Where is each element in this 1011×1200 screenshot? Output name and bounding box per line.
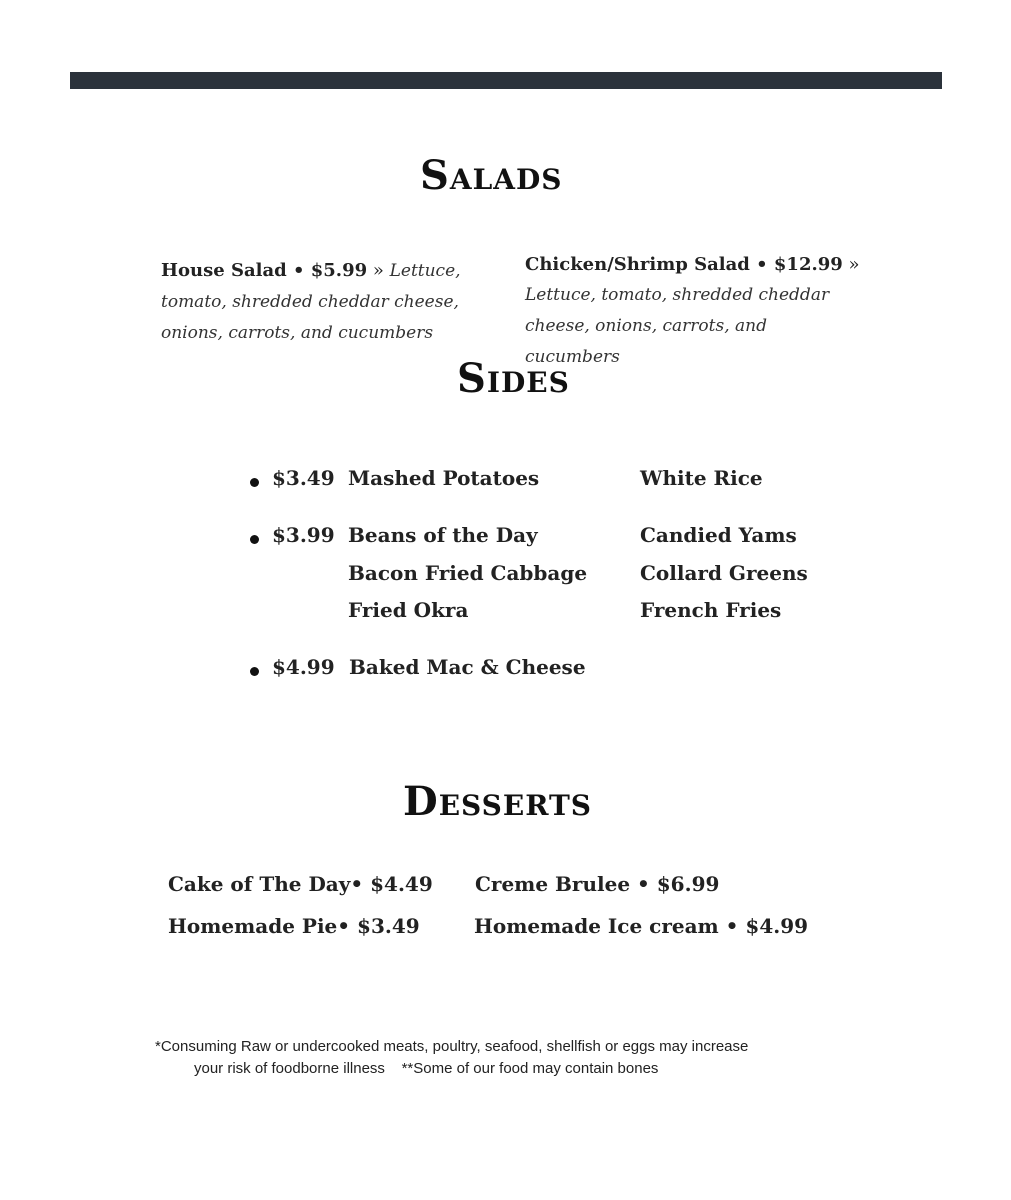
salad-desc-line: Lettuce, tomato, shredded cheddar: [525, 285, 830, 305]
side-item: Beans of the Day: [348, 523, 538, 547]
bullet-icon: [250, 535, 259, 544]
side-item: Candied Yams: [640, 523, 797, 547]
salad-name: Chicken/Shrimp Salad: [525, 254, 750, 275]
side-price: $3.49: [272, 466, 335, 490]
salads-heading: Salads: [420, 152, 563, 199]
dessert-item: Creme Brulee • $6.99: [475, 872, 720, 896]
bullet-icon: [250, 478, 259, 487]
side-item: White Rice: [640, 466, 763, 490]
side-price: $3.99: [272, 523, 335, 547]
salad-desc-line: Lettuce,: [389, 261, 461, 281]
top-divider-bar: [70, 72, 942, 89]
dessert-item: Cake of The Day• $4.49: [168, 872, 433, 896]
dessert-item: Homemade Pie• $3.49: [168, 914, 420, 938]
footnote-line: your risk of foodborne illness **Some of our food may contain bones: [194, 1060, 659, 1077]
salad-price: $12.99: [773, 254, 843, 275]
side-item: Collard Greens: [640, 561, 808, 585]
side-item: Mashed Potatoes: [348, 466, 540, 490]
side-price: $4.99: [272, 655, 335, 679]
salad-separator: •: [749, 254, 774, 275]
side-item: Fried Okra: [348, 598, 469, 622]
salad-name: House Salad: [161, 260, 287, 281]
salad-desc-line: cheese, onions, carrots, and cucumbers: [525, 316, 767, 367]
salad-item-house: [161, 255, 481, 349]
salad-separator: •: [286, 260, 311, 281]
salad-arrow: »: [367, 260, 390, 281]
salad-item-chicken-shrimp: [525, 249, 865, 373]
dessert-item: Homemade Ice cream • $4.99: [474, 914, 809, 938]
footnote-line: *Consuming Raw or undercooked meats, poultry, seafood, shellfish or eggs may increase: [155, 1038, 749, 1055]
salad-desc-line: onions, carrots, and cucumbers: [161, 323, 434, 343]
bullet-icon: [250, 667, 259, 676]
salad-price: $5.99: [310, 260, 368, 281]
salad-arrow: »: [842, 254, 860, 275]
side-item: Bacon Fried Cabbage: [348, 561, 588, 585]
side-item: French Fries: [640, 598, 782, 622]
salad-desc-line: tomato, shredded cheddar cheese,: [161, 292, 459, 312]
side-item: Baked Mac & Cheese: [349, 655, 586, 679]
desserts-heading: Desserts: [403, 778, 593, 825]
sides-heading: Sides: [457, 355, 570, 402]
